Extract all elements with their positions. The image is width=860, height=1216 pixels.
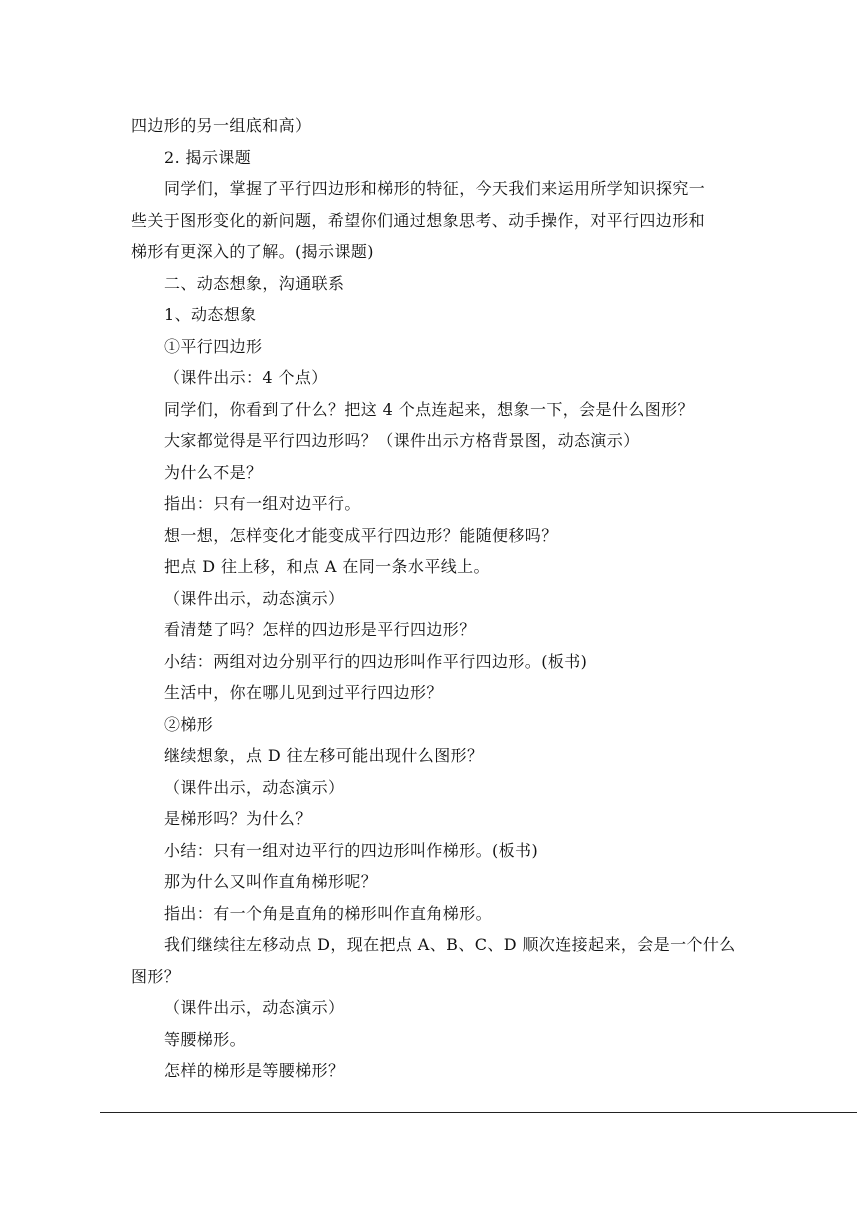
text-line: 大家都觉得是平行四边形吗？（课件出示方格背景图，动态演示） [164, 431, 640, 450]
text-line: 看清楚了吗？怎样的四边形是平行四边形？ [164, 620, 476, 639]
text-line: 那为什么又叫作直角梯形呢？ [164, 872, 378, 891]
text-line: 1、动态想象 [164, 305, 257, 324]
text-line: 怎样的梯形是等腰梯形？ [164, 1061, 345, 1080]
text-line: 梯形有更深入的了解。(揭示课题) [131, 242, 374, 261]
text-line: 为什么不是？ [164, 462, 263, 482]
footer-rule [100, 1112, 857, 1113]
text-line: 些关于图形变化的新问题，希望你们通过想象思考、动手操作，对平行四边形和 [131, 210, 706, 230]
text-line: 图形？ [131, 966, 181, 986]
text-line: 等腰梯形。 [164, 1029, 247, 1049]
text-line: 指出：只有一组对边平行。 [164, 494, 361, 513]
text-line: 同学们，你看到了什么？把这 4 个点连起来，想象一下，会是什么图形？ [164, 399, 694, 419]
text-line: 把点 D 往上移，和点 A 在同一条水平线上。 [164, 557, 490, 576]
text-line: （课件出示，动态演示） [164, 777, 345, 797]
text-line: 是梯形吗？为什么？ [164, 809, 312, 828]
text-line: （课件出示：4 个点） [164, 368, 328, 387]
text-line: （课件出示，动态演示） [164, 998, 345, 1017]
text-line: ①平行四边形 [164, 336, 263, 356]
text-line: 生活中，你在哪儿见到过平行四边形？ [164, 683, 443, 702]
text-line: 二、动态想象，沟通联系 [164, 273, 345, 293]
text-line: 四边形的另一组底和高） [131, 116, 312, 135]
text-line: 小结：只有一组对边平行的四边形叫作梯形。(板书) [164, 840, 539, 860]
text-line: ②梯形 [164, 714, 214, 734]
text-line: 我们继续往左移动点 D，现在把点 A、B、C、D 顺次连接起来，会是一个什么 [164, 935, 736, 954]
text-line: 想一想，怎样变化才能变成平行四边形？能随便移吗？ [164, 525, 558, 545]
text-line: 同学们，掌握了平行四边形和梯形的特征，今天我们来运用所学知识探究一 [164, 179, 706, 198]
document-body [131, 110, 751, 1087]
text-line: （课件出示，动态演示） [164, 588, 345, 608]
text-line: 小结：两组对边分别平行的四边形叫作平行四边形。(板书) [164, 651, 588, 671]
text-line: 指出：有一个角是直角的梯形叫作直角梯形。 [164, 903, 493, 923]
text-line: 2. 揭示课题 [164, 147, 252, 167]
text-line: 继续想象，点 D 往左移可能出现什么图形？ [164, 746, 484, 765]
